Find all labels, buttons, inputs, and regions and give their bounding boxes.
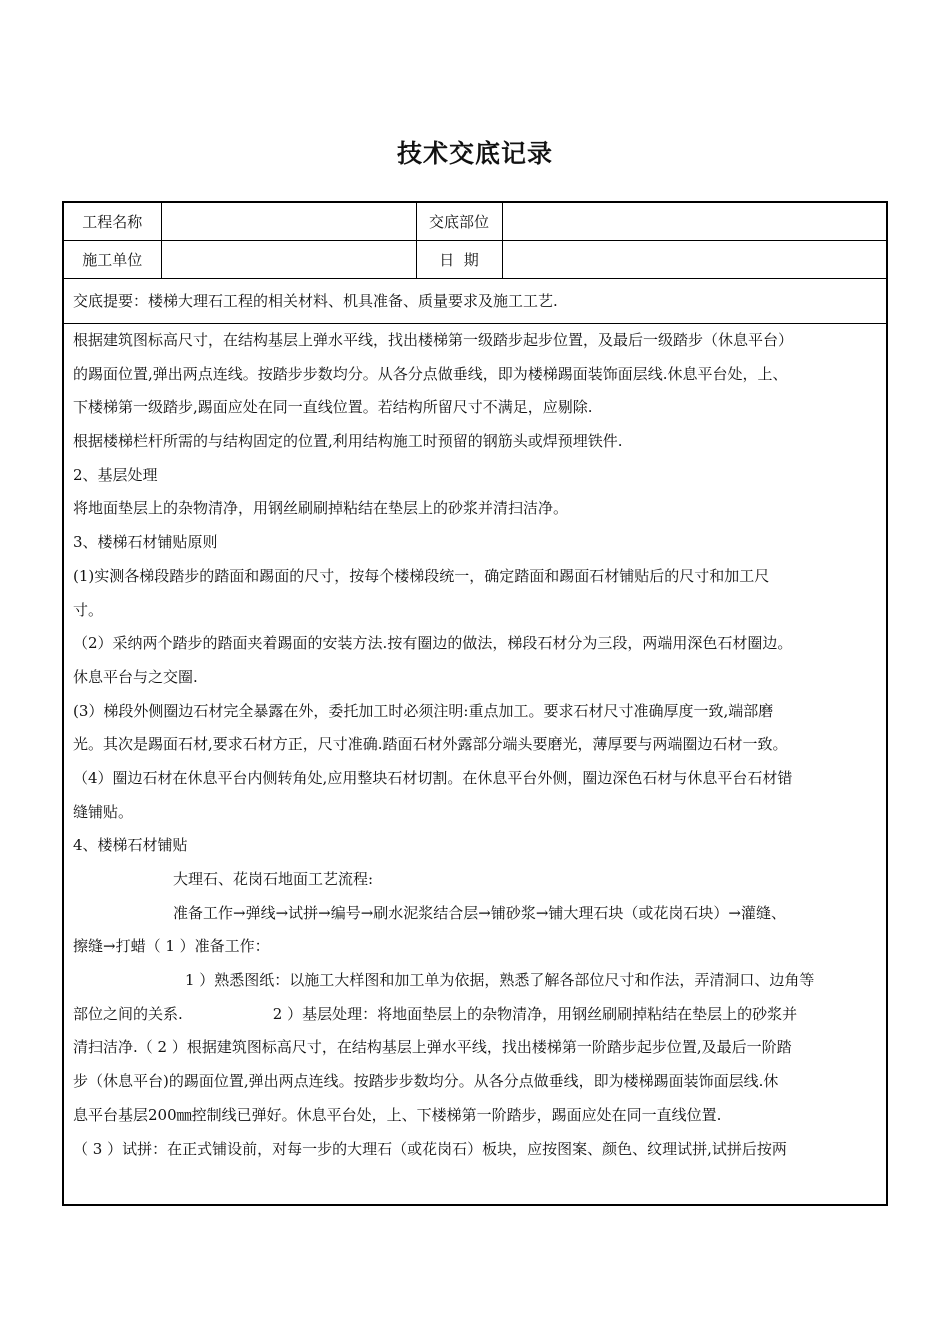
text-line [73, 998, 880, 1032]
section-heading: 3、楼梯石材铺贴原则 [73, 533, 218, 552]
text-line: 步（休息平台)的踢面位置,弹出两点连线。按踏步步数均分。从各分点做垂线，即为楼梯踢面装饰面层线.休 [73, 1072, 779, 1091]
project-name-label: 工程名称 [64, 203, 161, 241]
project-name-value[interactable] [161, 203, 416, 241]
text-line: （2）采纳两个踏步的踏面夹着踢面的安装方法.按有圈边的做法，梯段石材分为三段，两端用深色石材圈边。 [73, 634, 793, 653]
construction-unit-label: 施工单位 [64, 241, 161, 279]
page-title: 技术交底记录 [396, 139, 553, 168]
date-label: 日 期 [416, 241, 502, 279]
text-line: 缝铺贴。 [73, 802, 134, 821]
handover-part-label: 交底部位 [416, 203, 502, 241]
text-line: 息平台基层200㎜控制线已弹好。休息平台处，上、下楼梯第一阶踏步，踢面应处在同一直线位置. [73, 1105, 722, 1124]
text-line: 下楼梯第一级踏步,踢面应处在同一直线位置。若结构所留尺寸不满足，应剔除. [73, 398, 593, 417]
text-line: 清扫洁净.（ 2 ）根据建筑图标高尺寸，在结构基层上弹水平线，找出楼梯第一阶踏步起步位置,及最后一阶踏 [73, 1038, 792, 1057]
text-line: 寸。 [73, 600, 104, 619]
handover-content [64, 324, 886, 1166]
text-line: （ 3 ）试拼：在正式铺设前，对每一步的大理石（或花岗石）板块，应按图案、颜色、纹理试拼,试拼后按两 [73, 1139, 787, 1158]
handover-part-value[interactable] [502, 203, 886, 241]
text-line: 1 ）熟悉图纸：以施工大样图和加工单为依据，熟悉了解各部位尺寸和作法，弄清洞口、边角等 [185, 971, 815, 990]
text-line: (1)实测各梯段踏步的踏面和踢面的尺寸，按每个楼梯段统一，确定踏面和踢面石材铺贴后的尺寸和加工尺 [73, 566, 770, 585]
info-row-1 [64, 203, 886, 241]
section-heading: 2、基层处理 [73, 465, 158, 484]
construction-unit-value[interactable] [161, 241, 416, 279]
text-line: 大理石、花岗石地面工艺流程: [173, 870, 374, 888]
info-table [64, 203, 886, 279]
text-line: 将地面垫层上的杂物清净，用钢丝刷刷掉粘结在垫层上的砂浆并清扫洁净。 [73, 499, 569, 518]
text-line: 的踢面位置,弹出两点连线。按踏步步数均分。从各分点做垂线，即为楼梯踢面装饰面层线.休息平台处，上、 [73, 364, 788, 383]
text-line: 光。其次是踢面石材,要求石材方正，尺寸准确.踏面石材外露部分端头要磨光，薄厚要与两端圈边石材一致。 [73, 735, 788, 754]
text-line: 休息平台与之交圈. [73, 667, 198, 686]
record-form [62, 201, 888, 1206]
handover-summary: 交底提要：楼梯大理石工程的相关材料、机具准备、质量要求及施工工艺. [64, 279, 886, 324]
text-line: 根据建筑图标高尺寸，在结构基层上弹水平线，找出楼梯第一级踏步起步位置，及最后一级踏步（休息平台） [73, 331, 794, 349]
text-line: （4）圈边石材在休息平台内侧转角处,应用整块石材切割。在休息平台外侧，圈边深色石材与休息平台石材错 [73, 768, 793, 787]
text-line: 根据楼梯栏杆所需的与结构固定的位置,利用结构施工时预留的钢筋头或焊预埋铁件. [73, 432, 623, 451]
text-line: 准备工作→弹线→试拼→编号→刷水泥浆结合层→铺砂浆→铺大理石块（或花岗石块）→灌缝、 [173, 903, 786, 922]
text-segment: 部位之间的关系. [73, 1004, 183, 1023]
text-segment: 2 ）基层处理：将地面垫层上的杂物清净，用钢丝刷刷掉粘结在垫层上的砂浆并 [272, 1004, 798, 1023]
text-line: 擦缝→打蜡（ 1 ）准备工作： [73, 937, 270, 956]
text-line: (3）梯段外侧圈边石材完全暴露在外，委托加工时必须注明:重点加工。要求石材尺寸准确厚度一致,端部磨 [73, 701, 774, 720]
section-heading: 4、楼梯石材铺贴 [73, 836, 188, 855]
info-row-2 [64, 241, 886, 279]
date-value[interactable] [502, 241, 886, 279]
